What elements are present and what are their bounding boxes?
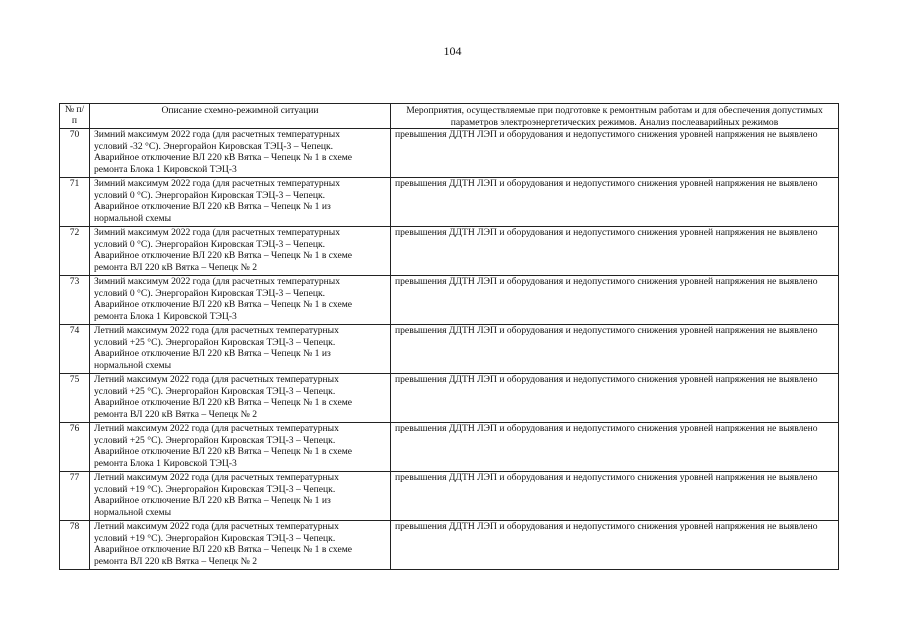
row-number: 72 (60, 227, 90, 276)
description-line: Летний максимум 2022 года (для расчетных температурных (94, 472, 339, 483)
row-measures: превышения ДДТН ЛЭП и оборудования и недопустимого снижения уровней напряжения не выявлено (391, 129, 839, 178)
row-measures: превышения ДДТН ЛЭП и оборудования и недопустимого снижения уровней напряжения не выявлено (391, 325, 839, 374)
table-row (60, 129, 839, 178)
description-line: условий +25 °С). Энергорайон Кировская ТЭЦ-3 – Чепецк. (94, 385, 336, 397)
description-line: Аварийное отключение ВЛ 220 кВ Вятка – Чепецк № 1 из (94, 495, 331, 506)
description-line: Аварийное отключение ВЛ 220 кВ Вятка – Чепецк № 1 в схеме (94, 299, 353, 310)
description-line: Аварийное отключение ВЛ 220 кВ Вятка – Чепецк № 1 в схеме (94, 397, 353, 408)
description-line: условий +19 °С). Энергорайон Кировская ТЭЦ-3 – Чепецк. (94, 483, 336, 495)
row-measures: превышения ДДТН ЛЭП и оборудования и недопустимого снижения уровней напряжения не выявлено (391, 178, 839, 227)
table-row (60, 423, 839, 472)
row-description (90, 227, 391, 276)
table-row (60, 325, 839, 374)
row-measures: превышения ДДТН ЛЭП и оборудования и недопустимого снижения уровней напряжения не выявлено (391, 521, 839, 570)
row-description (90, 423, 391, 472)
description-line: нормальной схемы (94, 359, 172, 371)
description-line: условий -32 °С). Энергорайон Кировская ТЭЦ-3 – Чепецк. (94, 140, 334, 152)
description-line: условий 0 °С). Энергорайон Кировская ТЭЦ-3 – Чепецк. (94, 287, 326, 299)
table-body (60, 129, 839, 570)
description-line: Аварийное отключение ВЛ 220 кВ Вятка – Чепецк № 1 в схеме (94, 250, 353, 261)
row-number: 78 (60, 521, 90, 570)
description-line: ремонта ВЛ 220 кВ Вятка – Чепецк № 2 (94, 408, 258, 420)
row-description (90, 325, 391, 374)
description-line: условий +25 °С). Энергорайон Кировская ТЭЦ-3 – Чепецк. (94, 336, 336, 348)
description-line: ремонта Блока 1 Кировской ТЭЦ-3 (94, 457, 237, 469)
description-line: Аварийное отключение ВЛ 220 кВ Вятка – Чепецк № 1 из (94, 201, 331, 212)
description-line: Зимний максимум 2022 года (для расчетных температурных (94, 227, 341, 238)
row-description (90, 521, 391, 570)
table-row (60, 178, 839, 227)
description-line: Зимний максимум 2022 года (для расчетных температурных (94, 178, 341, 189)
scenario-table (59, 103, 839, 570)
row-measures: превышения ДДТН ЛЭП и оборудования и недопустимого снижения уровней напряжения не выявлено (391, 423, 839, 472)
table-header-row (60, 104, 839, 129)
row-description (90, 276, 391, 325)
row-number: 74 (60, 325, 90, 374)
header-measures: Мероприятия, осуществляемые при подготовке к ремонтным работам и для обеспечения допустимых параметров электроэнергетических режимов. Анализ послеаварийных режимов (391, 104, 839, 129)
table-row (60, 521, 839, 570)
row-number: 77 (60, 472, 90, 521)
description-line: Зимний максимум 2022 года (для расчетных температурных (94, 129, 341, 140)
description-line: ремонта ВЛ 220 кВ Вятка – Чепецк № 2 (94, 261, 258, 273)
row-number: 70 (60, 129, 90, 178)
header-num: № п/п (60, 104, 90, 129)
row-description (90, 374, 391, 423)
description-line: условий +25 °С). Энергорайон Кировская ТЭЦ-3 – Чепецк. (94, 434, 336, 446)
page-number: 104 (443, 44, 462, 58)
description-line: Зимний максимум 2022 года (для расчетных температурных (94, 276, 341, 287)
table-row (60, 227, 839, 276)
description-line: Аварийное отключение ВЛ 220 кВ Вятка – Чепецк № 1 из (94, 348, 331, 359)
description-line: Летний максимум 2022 года (для расчетных температурных (94, 374, 339, 385)
row-measures: превышения ДДТН ЛЭП и оборудования и недопустимого снижения уровней напряжения не выявлено (391, 472, 839, 521)
description-line: ремонта ВЛ 220 кВ Вятка – Чепецк № 2 (94, 555, 258, 567)
row-number: 71 (60, 178, 90, 227)
description-line: Летний максимум 2022 года (для расчетных температурных (94, 423, 339, 434)
table-row (60, 374, 839, 423)
description-line: Аварийное отключение ВЛ 220 кВ Вятка – Чепецк № 1 в схеме (94, 446, 353, 457)
description-line: ремонта Блока 1 Кировской ТЭЦ-3 (94, 163, 237, 175)
row-measures: превышения ДДТН ЛЭП и оборудования и недопустимого снижения уровней напряжения не выявлено (391, 227, 839, 276)
row-number: 73 (60, 276, 90, 325)
description-line: ремонта Блока 1 Кировской ТЭЦ-3 (94, 310, 237, 322)
description-line: условий +19 °С). Энергорайон Кировская ТЭЦ-3 – Чепецк. (94, 532, 336, 544)
description-line: Летний максимум 2022 года (для расчетных температурных (94, 325, 339, 336)
description-line: Аварийное отключение ВЛ 220 кВ Вятка – Чепецк № 1 в схеме (94, 544, 353, 555)
description-line: Летний максимум 2022 года (для расчетных температурных (94, 521, 339, 532)
description-line: условий 0 °С). Энергорайон Кировская ТЭЦ-3 – Чепецк. (94, 238, 326, 250)
description-line: нормальной схемы (94, 506, 172, 518)
table-row (60, 472, 839, 521)
header-description: Описание схемно-режимной ситуации (90, 104, 391, 129)
row-description (90, 472, 391, 521)
row-measures: превышения ДДТН ЛЭП и оборудования и недопустимого снижения уровней напряжения не выявлено (391, 276, 839, 325)
row-description (90, 129, 391, 178)
description-line: Аварийное отключение ВЛ 220 кВ Вятка – Чепецк № 1 в схеме (94, 152, 353, 163)
row-description (90, 178, 391, 227)
table-row (60, 276, 839, 325)
row-number: 75 (60, 374, 90, 423)
description-line: нормальной схемы (94, 212, 172, 224)
row-measures: превышения ДДТН ЛЭП и оборудования и недопустимого снижения уровней напряжения не выявлено (391, 374, 839, 423)
row-number: 76 (60, 423, 90, 472)
description-line: условий 0 °С). Энергорайон Кировская ТЭЦ-3 – Чепецк. (94, 189, 326, 201)
